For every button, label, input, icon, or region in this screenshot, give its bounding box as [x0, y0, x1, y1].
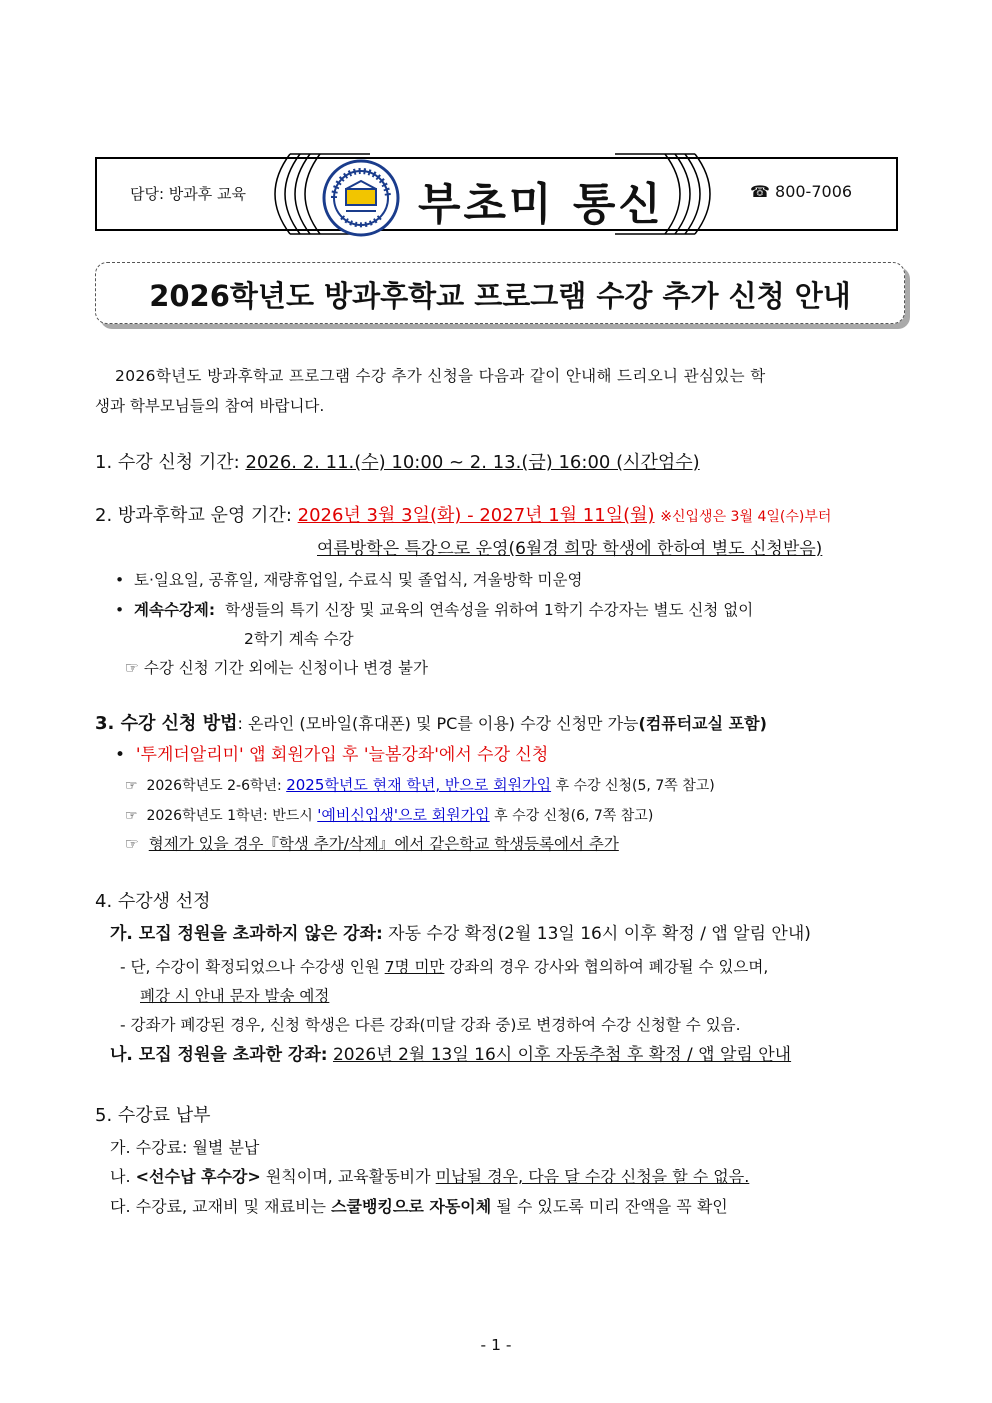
section-5-a: 가. 수강료: 월별 분납: [110, 1138, 260, 1157]
pointing-hand-icon: ☞: [125, 835, 149, 853]
grade-2-6-label: 2026학년도 2-6학년:: [146, 778, 287, 794]
newsletter-title: 부초미 통신: [418, 179, 664, 230]
summer-note: 여름방학은 특강으로 운영(6월경 희망 학생에 한하여 별도 신청받음): [317, 539, 823, 559]
signup-method-text: '투게더알리미' 앱 회원가입 후 '늘봄강좌'에서 수강 신청: [135, 745, 549, 765]
section-4-b-text: 2026년 2월 13일 16시 이후 자동추첨 후 확정 / 앱 알림 안내: [332, 1045, 792, 1065]
section-2-label: 2. 방과후학교 운영 기간:: [95, 505, 292, 526]
section-5-c-pre: 다. 수강료, 교재비 및 재료비는: [110, 1197, 332, 1216]
section-4-b: [110, 1043, 791, 1067]
continuous-text: 학생들의 특기 신장 및 교육의 연속성을 위하여 1학기 수강자는 별도 신청 없이: [224, 601, 754, 619]
continuous-label: 계속수강제:: [134, 601, 216, 619]
section-5-b-pre: 나.: [110, 1167, 136, 1186]
pointer-grade-2-6: [125, 773, 715, 798]
document-title: 2026학년도 방과후학교 프로그램 수강 추가 신청 안내: [149, 279, 851, 313]
intro-line-1: 2026학년도 방과후학교 프로그램 수강 추가 신청을 다음과 같이 안내해 드리오니 관심있는 학: [115, 367, 766, 385]
bullet-continuous: [115, 598, 753, 622]
grade-2-6-signup-link: 2025학년도 현재 학년, 반으로 회원가입: [286, 776, 552, 794]
pointing-hand-icon: ☞: [125, 659, 139, 677]
pointing-hand-icon: ☞: [125, 808, 147, 824]
section-5-c-bold: 스쿨뱅킹으로 자동이체: [331, 1197, 492, 1216]
grade-1-label: 2026학년도 1학년: 반드시: [146, 808, 318, 824]
section-1-value: 2026. 2. 11.(수) 10:00 ~ 2. 13.(금) 16:00 (시간엄수): [245, 452, 700, 473]
section-3-bold: (컴퓨터교실 포함): [638, 714, 767, 733]
bullet-icon: •: [115, 601, 134, 619]
siblings-note: 형제가 있을 경우『학생 추가/삭제』에서 같은학교 학생등록에서 추가: [148, 835, 619, 853]
section-4-b-label: 나. 모집 정원을 초과한 강좌:: [110, 1045, 328, 1065]
pointing-hand-icon: ☞: [125, 778, 147, 794]
section-5-label: 5. 수강료 납부: [95, 1105, 211, 1126]
freshman-note: ※신입생은 3월 4일(수)부터: [660, 509, 832, 525]
section-4-a-label: 가. 모집 정원을 초과하지 않은 강좌:: [110, 924, 383, 944]
bullet-icon: •: [115, 571, 134, 589]
section-4-a: [110, 922, 811, 946]
grade-1-note: 후 수강 신청(6, 7쪽 참고): [489, 808, 654, 824]
section-3-label: 3. 수강 신청 방법: [95, 713, 238, 734]
contact-label: 담당: 방과후 교육: [130, 185, 247, 203]
bullet-closed-days: [115, 568, 582, 592]
bullet-icon: •: [115, 745, 136, 765]
school-logo-icon: [322, 159, 400, 237]
section-5-b-bold: <선수납 후수강>: [135, 1167, 261, 1186]
section-4-a-note-1-post: 강좌의 경우 강사와 협의하여 폐강될 수 있으며,: [444, 958, 769, 976]
section-5-b: [110, 1165, 749, 1189]
section-5-b-mid: 원칙이며, 교육활동비가: [260, 1167, 436, 1186]
section-3-text: : 온라인 (모바일(휴대폰) 및 PC를 이용) 수강 신청만 가능: [237, 714, 639, 733]
page-number: - 1 -: [480, 1336, 512, 1354]
pointer-note-text: 수강 신청 기간 외에는 신청이나 변경 불가: [143, 659, 428, 677]
phone-number: ☎ 800-7006: [750, 182, 853, 201]
section-4-a-note-1: [120, 955, 768, 979]
section-4-a-text: 자동 수강 확정(2월 13일 16시 이후 확정 / 앱 알림 안내): [382, 924, 811, 944]
continuous-text-cont: 2학기 계속 수강: [244, 630, 354, 648]
section-4-a-note-1-pre: - 단, 수강이 확정되었으나 수강생 인원: [120, 958, 385, 976]
section-1: [95, 451, 700, 475]
bullet-closed-days-text: 토·일요일, 공휴일, 재량휴업일, 수료식 및 졸업식, 겨울방학 미운영: [134, 571, 583, 589]
signup-method: [115, 743, 548, 767]
section-4-a-note-1-threshold: 7명 미만: [384, 958, 445, 976]
section-2: [95, 504, 831, 529]
pointer-note: [125, 656, 428, 680]
section-4-a-note-2: - 강좌가 폐강된 경우, 신청 학생은 다른 강좌(미달 강좌 중)로 변경하여 수강 신청할 수 있음.: [120, 1016, 741, 1034]
section-4-label: 4. 수강생 선정: [95, 891, 211, 912]
section-4-a-note-1-cont: 폐강 시 안내 문자 발송 예정: [140, 987, 330, 1005]
grade-2-6-note: 후 수강 신청(5, 7쪽 참고): [551, 778, 715, 794]
grade-1-signup-link: '예비신입생'으로 회원가입: [317, 806, 490, 824]
operation-period: 2026년 3월 3일(화) - 2027년 1월 11일(월): [297, 505, 655, 526]
section-1-label: 1. 수강 신청 기간:: [95, 452, 240, 473]
intro-line-2: 생과 학부모님들의 참여 바랍니다.: [95, 397, 325, 415]
section-5-c: [110, 1195, 728, 1219]
section-3: [95, 712, 767, 736]
pointer-grade-1: [125, 803, 653, 828]
section-5-b-underlined: 미납될 경우, 다음 달 수강 신청을 할 수 없음.: [435, 1167, 750, 1186]
pointer-siblings: [125, 832, 619, 856]
section-5-c-post: 될 수 있도록 미리 잔액을 꼭 확인: [491, 1197, 728, 1216]
